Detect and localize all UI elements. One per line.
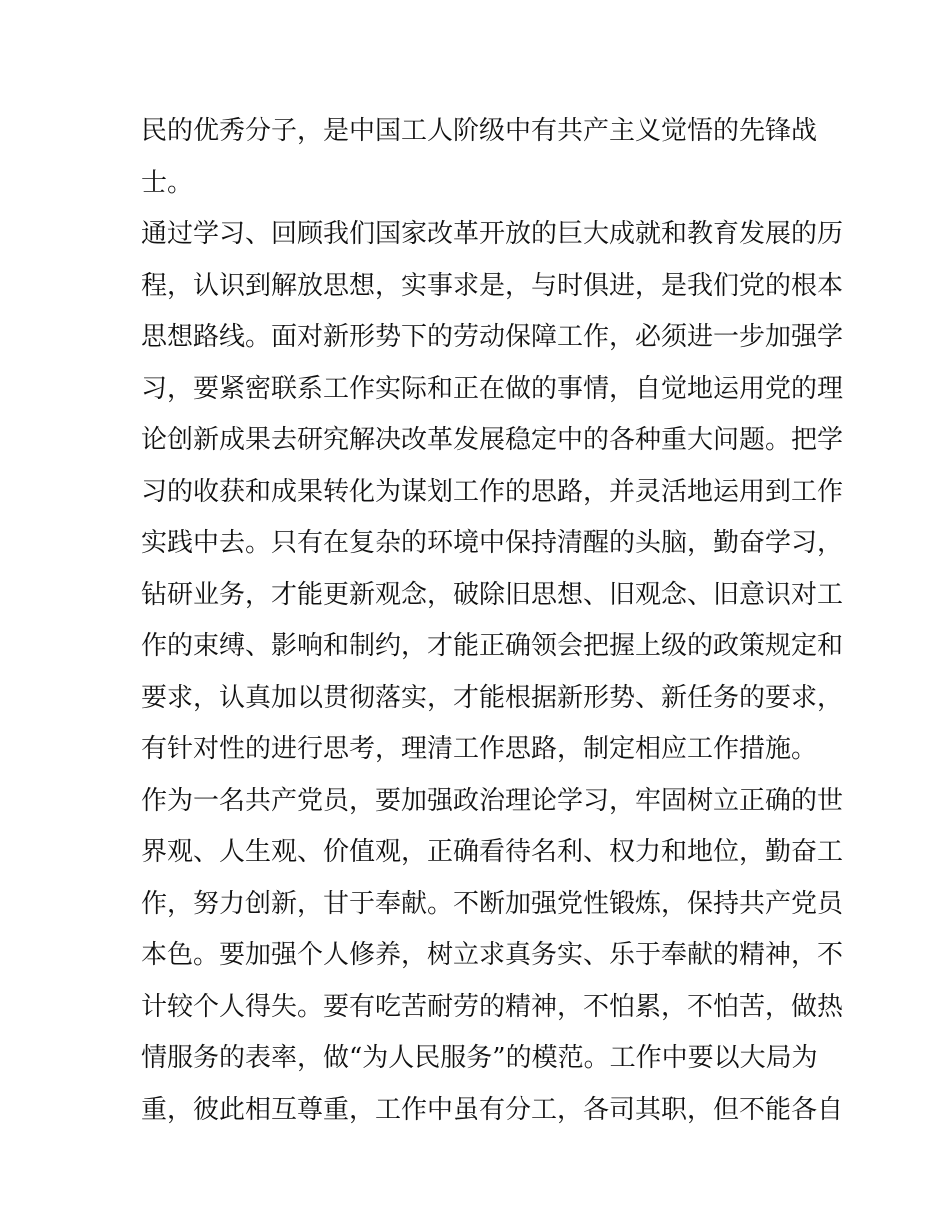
- text-line: 程，认识到解放思想，实事求是，与时俱进，是我们党的根本: [141, 270, 844, 301]
- text-line: 界观、人生观、价值观，正确看待名利、权力和地位，勤奋工: [141, 837, 844, 867]
- text-line: 思想路线。面对新形势下的劳动保障工作，必须进一步加强学: [141, 322, 844, 352]
- body-text: [141, 106, 844, 1136]
- text-line: 情服务的表率，做“为人民服务”的模范。工作中要以大局为: [141, 1043, 818, 1073]
- text-line: 实践中去。只有在复杂的环境中保持清醒的头脑，勤奋学习，: [141, 528, 844, 558]
- text-line: 习，要紧密联系工作实际和正在做的事情，自觉地运用党的理: [141, 373, 844, 404]
- text-line: 有针对性的进行思考，理清工作思路，制定相应工作措施。: [141, 734, 818, 764]
- text-line: 计较个人得失。要有吃苦耐劳的精神，不怕累，不怕苦，做热: [141, 991, 844, 1022]
- text-line: 本色。要加强个人修养，树立求真务实、乐于奉献的精神，不: [141, 940, 844, 970]
- text-line: 民的优秀分子，是中国工人阶级中有共产主义觉悟的先锋战: [141, 116, 818, 146]
- text-line: 作，努力创新，甘于奉献。不断加强党性锻炼，保持共产党员: [141, 888, 844, 919]
- text-line: 作为一名共产党员，要加强政治理论学习，牢固树立正确的世: [141, 785, 844, 816]
- text-line: 习的收获和成果转化为谋划工作的思路，并灵活地运用到工作: [141, 476, 844, 507]
- text-line: 论创新成果去研究解决改革发展稳定中的各种重大问题。把学: [141, 425, 844, 455]
- text-line: 作的束缚、影响和制约，才能正确领会把握上级的政策规定和: [141, 631, 844, 661]
- text-line: 士。: [141, 167, 194, 198]
- text-line: 要求，认真加以贯彻落实，才能根据新形势、新任务的要求，: [141, 682, 844, 713]
- text-line: 重，彼此相互尊重，工作中虽有分工，各司其职，但不能各自: [141, 1094, 844, 1125]
- text-line: 通过学习、回顾我们国家改革开放的巨大成就和教育发展的历: [141, 219, 844, 249]
- text-line: 钻研业务，才能更新观念，破除旧思想、旧观念、旧意识对工: [141, 579, 844, 610]
